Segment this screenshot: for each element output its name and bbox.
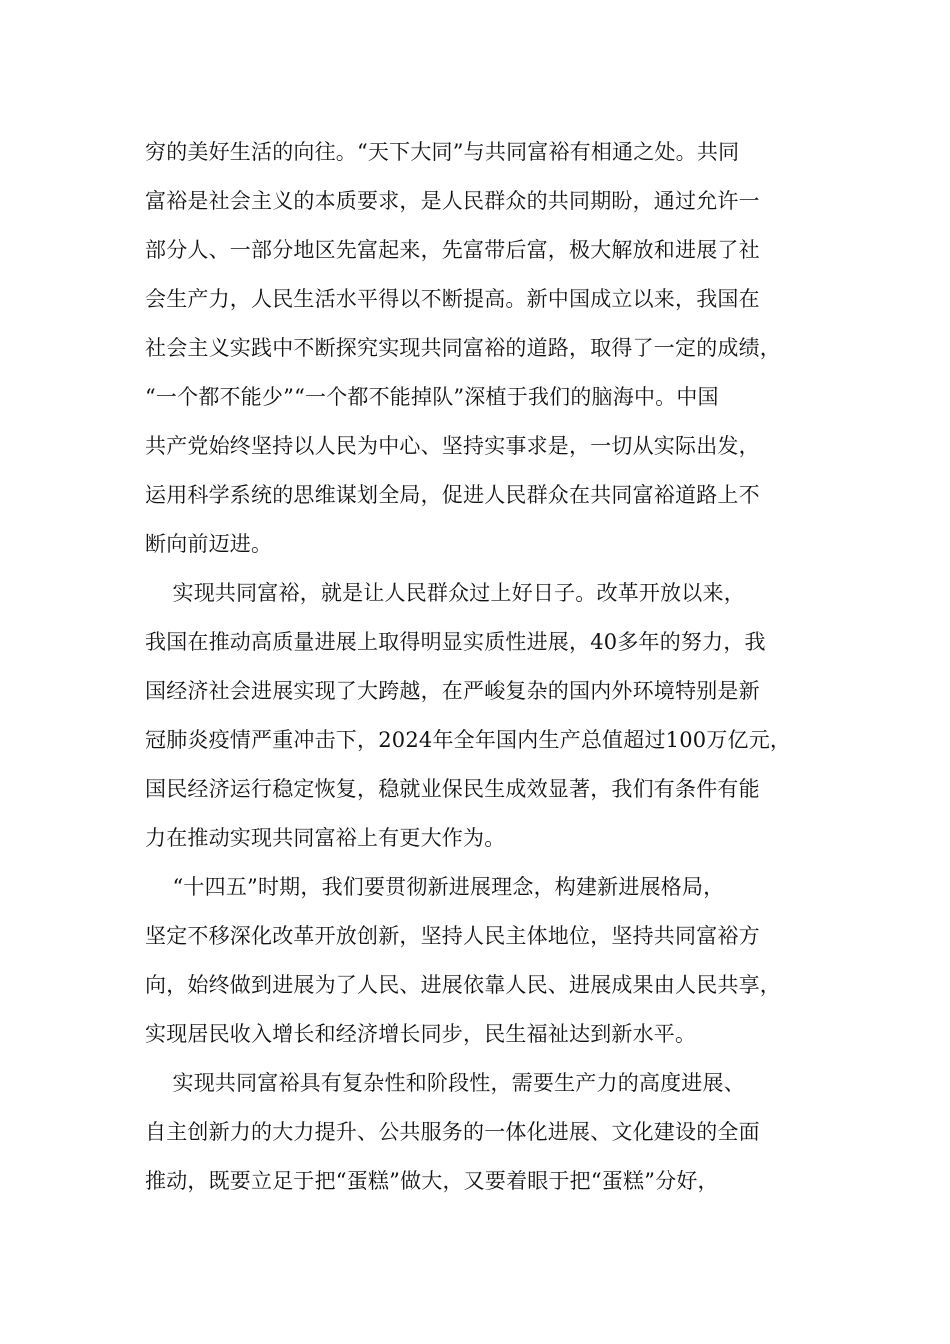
text-line: 富裕是社会主义的本质要求，是人民群众的共同期盼，通过允许一 (145, 189, 760, 213)
text-line: 实现共同富裕具有复杂性和阶段性，需要生产力的高度进展、 (145, 1071, 745, 1095)
text-line: 坚定不移深化改革开放创新，坚持人民主体地位，坚持共同富裕方 (145, 924, 760, 948)
text-line: “十四五”时期，我们要贯彻新进展理念，构建新进展格局， (145, 875, 725, 899)
text-line: 冠肺炎疫情严重冲击下，2024年全年国内生产总值超过100万亿元， (145, 728, 792, 752)
text-line: 运用科学系统的思维谋划全局，促进人民群众在共同富裕道路上不 (145, 483, 760, 507)
text-line: 推动，既要立足于把“蛋糕”做大，又要着眼于把“蛋糕”分好， (145, 1169, 719, 1193)
text-line: 向，始终做到进展为了人民、进展依靠人民、进展成果由人民共享， (145, 973, 781, 997)
text-line: 部分人、一部分地区先富起来，先富带后富，极大解放和进展了社 (145, 238, 760, 262)
body-text (145, 128, 810, 1206)
text-line: “一个都不能少”“一个都不能掉队”深植于我们的脑海中。中国 (145, 385, 719, 409)
text-line: 共产党始终坚持以人民为中心、坚持实事求是，一切从实际出发， (145, 434, 760, 458)
text-line: 会生产力，人民生活水平得以不断提高。新中国成立以来，我国在 (145, 287, 760, 311)
text-line: 力在推动实现共同富裕上有更大作为。 (145, 826, 506, 850)
text-line: 我国在推动高质量进展上取得明显实质性进展，40多年的努力，我 (145, 630, 766, 654)
text-line: 自主创新力的大力提升、公共服务的一体化进展、文化建设的全面 (145, 1120, 760, 1144)
text-line: 断向前迈进。 (145, 532, 273, 556)
text-line: 穷的美好生活的向往。“天下大同”与共同富裕有相通之处。共同 (145, 140, 740, 164)
text-line: 国经济社会进展实现了大跨越，在严峻复杂的国内外环境特别是新 (145, 679, 760, 703)
text-line: 实现居民收入增长和经济增长同步，民生福祉达到新水平。 (145, 1022, 697, 1046)
text-line: 社会主义实践中不断探究实现共同富裕的道路，取得了一定的成绩， (145, 336, 781, 360)
text-line: 国民经济运行稳定恢复，稳就业保民生成效显著，我们有条件有能 (145, 777, 760, 801)
text-line: 实现共同富裕，就是让人民群众过上好日子。改革开放以来， (145, 581, 745, 605)
